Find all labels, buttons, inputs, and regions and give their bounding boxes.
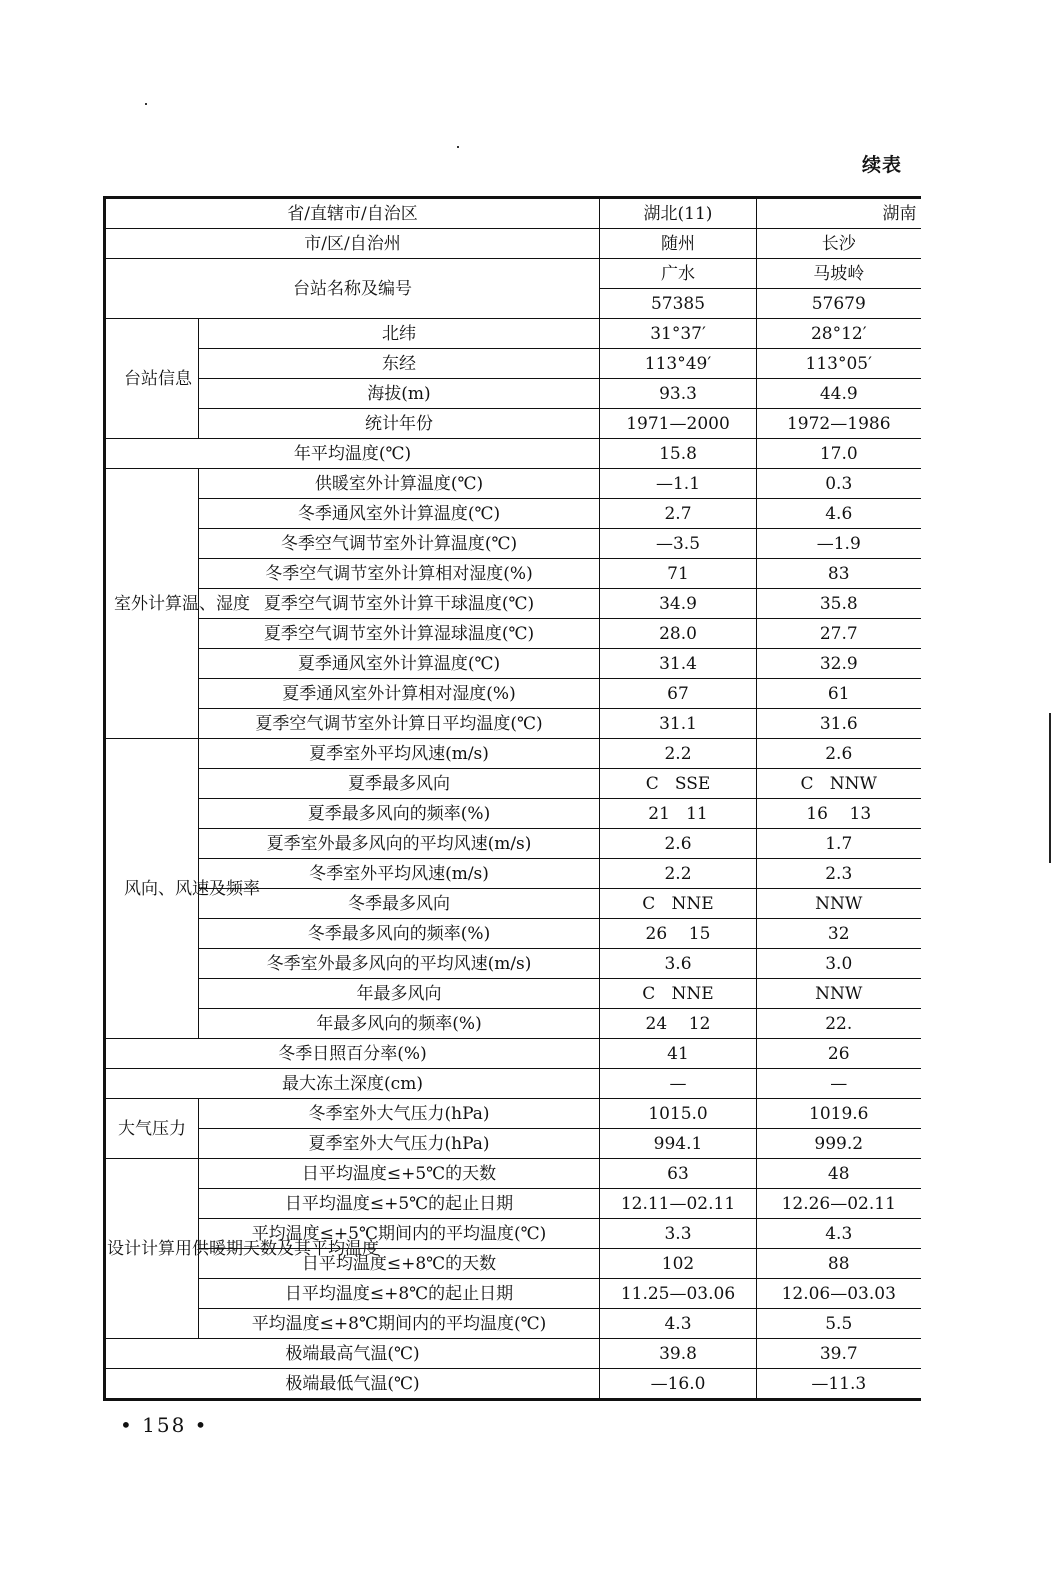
value-b: 4.3: [757, 1219, 921, 1249]
value-a: 31°37′: [600, 319, 757, 349]
value-b: NNW: [757, 979, 921, 1009]
table-row: [105, 559, 921, 589]
table-row: [105, 709, 921, 739]
city-a: 随州: [600, 229, 757, 259]
group-wind: 风向、风速及频率: [105, 739, 199, 1039]
row-label: 海拔(m): [199, 379, 600, 409]
value-b: 17.0: [757, 439, 921, 469]
value-b: 48: [757, 1159, 921, 1189]
table-row: [105, 679, 921, 709]
row-label: 冬季日照百分率(%): [105, 1039, 600, 1069]
value-b: 83: [757, 559, 921, 589]
table-row: [105, 1099, 921, 1129]
value-a: 2.6: [600, 829, 757, 859]
table-row: [105, 1159, 921, 1189]
value-a: 12.11—02.11: [600, 1189, 757, 1219]
row-label: 日平均温度≤+5℃的起止日期: [199, 1189, 600, 1219]
climate-data-table: [103, 196, 921, 1401]
value-b: 1.7: [757, 829, 921, 859]
city-b: 长沙: [757, 229, 921, 259]
value-b: 44.9: [757, 379, 921, 409]
row-label: 夏季通风室外计算温度(℃): [199, 649, 600, 679]
city-label: 市/区/自治州: [105, 229, 600, 259]
value-b: NNW: [757, 889, 921, 919]
row-label: 冬季室外平均风速(m/s): [199, 859, 600, 889]
value-b: 5.5: [757, 1309, 921, 1339]
continued-label: 续表: [862, 154, 903, 176]
station-id-a: 57385: [600, 289, 757, 319]
table-row: [105, 379, 921, 409]
table-row: [105, 1369, 921, 1400]
value-b: 27.7: [757, 619, 921, 649]
row-label: 夏季最多风向的频率(%): [199, 799, 600, 829]
value-a: 1015.0: [600, 1099, 757, 1129]
row-label: 夏季室外最多风向的平均风速(m/s): [199, 829, 600, 859]
value-b: 88: [757, 1249, 921, 1279]
table-row: [105, 979, 921, 1009]
row-label: 日平均温度≤+5℃的天数: [199, 1159, 600, 1189]
province-b: 湖南: [757, 198, 921, 229]
table-row: [105, 799, 921, 829]
table-row: [105, 469, 921, 499]
value-b: —1.9: [757, 529, 921, 559]
row-label: 北纬: [199, 319, 600, 349]
value-b: 32.9: [757, 649, 921, 679]
value-a: 2.2: [600, 859, 757, 889]
row-label: 冬季室外最多风向的平均风速(m/s): [199, 949, 600, 979]
value-a: 67: [600, 679, 757, 709]
value-a: 24 12: [600, 1009, 757, 1039]
table-row: [105, 349, 921, 379]
value-a: 113°49′: [600, 349, 757, 379]
row-label: 冬季空气调节室外计算温度(℃): [199, 529, 600, 559]
row-label: 冬季最多风向的频率(%): [199, 919, 600, 949]
value-a: 1971—2000: [600, 409, 757, 439]
station-name-b: 马坡岭: [757, 259, 921, 289]
table-row: [105, 1189, 921, 1219]
value-a: 3.3: [600, 1219, 757, 1249]
page-number: • 158 •: [120, 1413, 209, 1437]
value-a: 63: [600, 1159, 757, 1189]
value-b: 12.06—03.03: [757, 1279, 921, 1309]
value-a: 2.2: [600, 739, 757, 769]
value-a: 15.8: [600, 439, 757, 469]
row-label: 冬季室外大气压力(hPa): [199, 1099, 600, 1129]
value-a: 3.6: [600, 949, 757, 979]
value-a: 41: [600, 1039, 757, 1069]
table-row: [105, 919, 921, 949]
table-row: [105, 1279, 921, 1309]
row-label: 统计年份: [199, 409, 600, 439]
row-label: 平均温度≤+8℃期间内的平均温度(℃): [199, 1309, 600, 1339]
row-label: 夏季空气调节室外计算湿球温度(℃): [199, 619, 600, 649]
value-b: 1972—1986: [757, 409, 921, 439]
value-a: 26 15: [600, 919, 757, 949]
scan-speck: [145, 103, 147, 105]
group-outdoor-temp-humidity: 室外计算温、湿度: [105, 469, 199, 739]
value-a: 11.25—03.06: [600, 1279, 757, 1309]
table-row: [105, 499, 921, 529]
row-label: 平均温度≤+5℃期间内的平均温度(℃): [199, 1219, 600, 1249]
value-a: C NNE: [600, 889, 757, 919]
station-id-b: 57679: [757, 289, 921, 319]
value-a: 2.7: [600, 499, 757, 529]
table-row: [105, 739, 921, 769]
province-a: 湖北(11): [600, 198, 757, 229]
province-label: 省/直辖市/自治区: [105, 198, 600, 229]
table-row: [105, 1069, 921, 1099]
table-row: [105, 259, 921, 289]
table-row: [105, 619, 921, 649]
row-label: 年最多风向: [199, 979, 600, 1009]
table-row: [105, 649, 921, 679]
value-a: —16.0: [600, 1369, 757, 1400]
value-a: —: [600, 1069, 757, 1099]
value-a: C NNE: [600, 979, 757, 1009]
value-b: —11.3: [757, 1369, 921, 1400]
row-label: 年最多风向的频率(%): [199, 1009, 600, 1039]
value-b: 61: [757, 679, 921, 709]
row-label: 日平均温度≤+8℃的天数: [199, 1249, 600, 1279]
value-b: 32: [757, 919, 921, 949]
value-b: 2.6: [757, 739, 921, 769]
row-label: 夏季室外大气压力(hPa): [199, 1129, 600, 1159]
row-label: 夏季空气调节室外计算日平均温度(℃): [199, 709, 600, 739]
value-b: 28°12′: [757, 319, 921, 349]
value-b: —: [757, 1069, 921, 1099]
value-b: 31.6: [757, 709, 921, 739]
value-b: 999.2: [757, 1129, 921, 1159]
value-a: 93.3: [600, 379, 757, 409]
row-label: 极端最高气温(℃): [105, 1339, 600, 1369]
value-b: 16 13: [757, 799, 921, 829]
row-label: 冬季空气调节室外计算相对湿度(%): [199, 559, 600, 589]
value-a: 31.4: [600, 649, 757, 679]
table-row: [105, 949, 921, 979]
value-a: 4.3: [600, 1309, 757, 1339]
value-a: 71: [600, 559, 757, 589]
row-label: 夏季空气调节室外计算干球温度(℃): [199, 589, 600, 619]
value-b: 39.7: [757, 1339, 921, 1369]
group-station-info: 台站信息: [105, 319, 199, 439]
table-row: [105, 1009, 921, 1039]
value-b: 35.8: [757, 589, 921, 619]
row-label: 冬季通风室外计算温度(℃): [199, 499, 600, 529]
table-row: [105, 409, 921, 439]
value-b: 0.3: [757, 469, 921, 499]
row-label: 夏季最多风向: [199, 769, 600, 799]
row-label: 极端最低气温(℃): [105, 1369, 600, 1400]
value-a: 31.1: [600, 709, 757, 739]
table-row: [105, 829, 921, 859]
row-label: 最大冻土深度(cm): [105, 1069, 600, 1099]
group-pressure: 大气压力: [105, 1099, 199, 1159]
row-label: 日平均温度≤+8℃的起止日期: [199, 1279, 600, 1309]
table-row: [105, 319, 921, 349]
station-name-a: 广水: [600, 259, 757, 289]
station-label: 台站名称及编号: [105, 259, 600, 319]
value-b: 22.: [757, 1009, 921, 1039]
value-a: 21 11: [600, 799, 757, 829]
value-b: 3.0: [757, 949, 921, 979]
value-b: 1019.6: [757, 1099, 921, 1129]
value-a: 39.8: [600, 1339, 757, 1369]
table-row: [105, 769, 921, 799]
value-a: —3.5: [600, 529, 757, 559]
row-label: 夏季室外平均风速(m/s): [199, 739, 600, 769]
value-a: 994.1: [600, 1129, 757, 1159]
row-label: 夏季通风室外计算相对湿度(%): [199, 679, 600, 709]
value-b: 4.6: [757, 499, 921, 529]
value-a: C SSE: [600, 769, 757, 799]
value-a: 34.9: [600, 589, 757, 619]
value-b: 12.26—02.11: [757, 1189, 921, 1219]
value-a: —1.1: [600, 469, 757, 499]
row-label: 东经: [199, 349, 600, 379]
value-a: 28.0: [600, 619, 757, 649]
table-row: [105, 1309, 921, 1339]
scan-speck: [457, 146, 459, 148]
row-label: 年平均温度(℃): [105, 439, 600, 469]
value-a: 102: [600, 1249, 757, 1279]
table-row: [105, 198, 921, 229]
value-b: 26: [757, 1039, 921, 1069]
value-b: 2.3: [757, 859, 921, 889]
table-row: [105, 1039, 921, 1069]
row-label: 冬季最多风向: [199, 889, 600, 919]
row-label: 供暖室外计算温度(℃): [199, 469, 600, 499]
table-row: [105, 229, 921, 259]
group-heating-period: 设计计算用供暖期天数及其平均温度: [105, 1159, 199, 1339]
table-row: [105, 1129, 921, 1159]
table-row: [105, 439, 921, 469]
table-row: [105, 1339, 921, 1369]
value-b: 113°05′: [757, 349, 921, 379]
value-b: C NNW: [757, 769, 921, 799]
table-row: [105, 529, 921, 559]
